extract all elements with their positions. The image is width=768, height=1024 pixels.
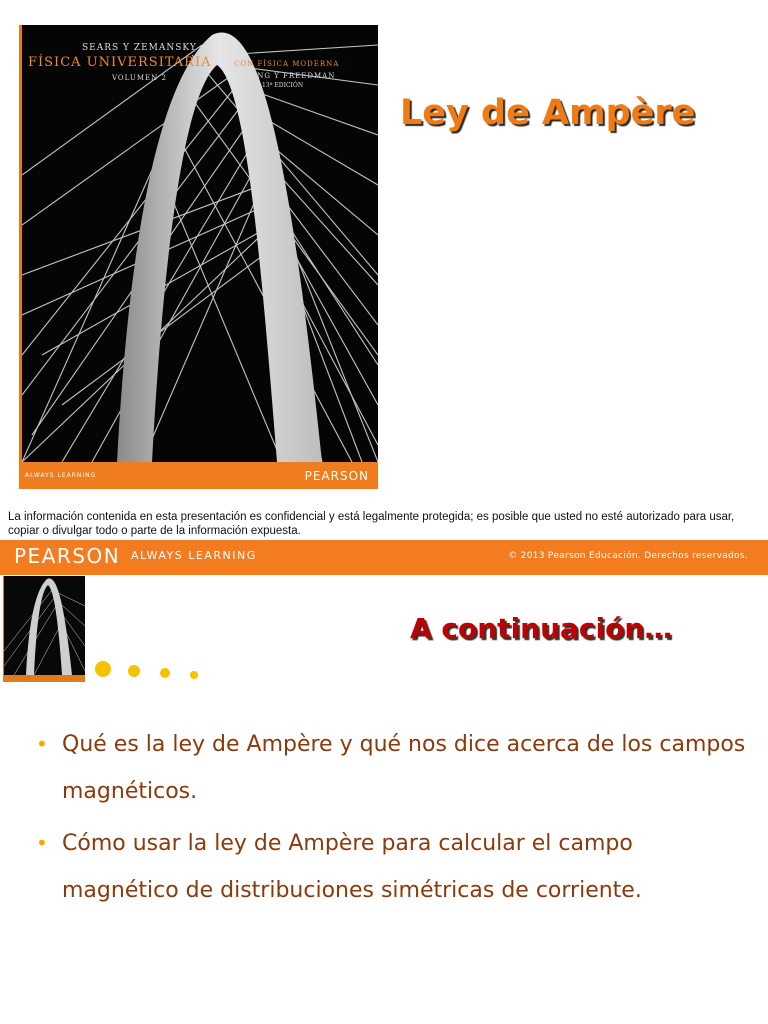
cover-volume: VOLUMEN 2 bbox=[112, 74, 167, 82]
cover-coauthors: YOUNG Y FREEDMAN bbox=[238, 72, 336, 80]
cover-tagline: ALWAYS LEARNING bbox=[25, 472, 97, 479]
decorative-dot bbox=[160, 668, 170, 678]
decorative-dot bbox=[190, 671, 198, 679]
thumbnail-photo bbox=[4, 576, 85, 675]
bullet-text: Cómo usar la ley de Ampère para calcular el campo magnético de distribuciones simétricas de corriente. bbox=[62, 831, 642, 903]
cover-photo bbox=[22, 25, 378, 462]
bullet-text: Qué es la ley de Ampère y qué nos dice acerca de los campos magnéticos. bbox=[62, 732, 746, 804]
slide-2-title: A continuación… bbox=[410, 612, 673, 645]
cover-edition: 13ª EDICIÓN bbox=[262, 82, 304, 89]
bullet-icon: • bbox=[36, 732, 48, 756]
slide-title: Ley de Ampère bbox=[400, 93, 696, 133]
footer-tagline: ALWAYS LEARNING bbox=[131, 549, 257, 562]
bridge-arch-image bbox=[22, 25, 378, 462]
disclaimer-text: La información contenida en esta presentación es confidencial y está legalmente protegida; es posible que usted no esté autorizado para usar, copiar o divulgar todo o parte de la información expuesta. bbox=[8, 511, 735, 537]
pearson-logo: PEARSON bbox=[14, 544, 121, 568]
cover-strip bbox=[19, 462, 378, 489]
book-cover-thumbnail bbox=[3, 576, 85, 682]
bridge-arch-thumbnail bbox=[4, 576, 85, 675]
book-cover bbox=[19, 25, 378, 489]
cover-book-title: FÍSICA UNIVERSITARIA bbox=[28, 55, 212, 70]
pearson-footer-bar bbox=[0, 540, 768, 575]
cover-subtitle: CON FÍSICA MODERNA bbox=[234, 60, 340, 68]
bullet-icon: • bbox=[36, 831, 48, 855]
cover-publisher: PEARSON bbox=[304, 469, 369, 483]
cover-author: SEARS Y ZEMANSKY bbox=[82, 43, 197, 53]
decorative-dot bbox=[128, 665, 140, 677]
decorative-dot bbox=[95, 661, 111, 677]
bullet-list bbox=[36, 721, 751, 919]
copyright-text: © 2013 Pearson Educación. Derechos reservados. bbox=[508, 551, 748, 561]
list-item bbox=[36, 721, 751, 815]
list-item bbox=[36, 820, 751, 914]
